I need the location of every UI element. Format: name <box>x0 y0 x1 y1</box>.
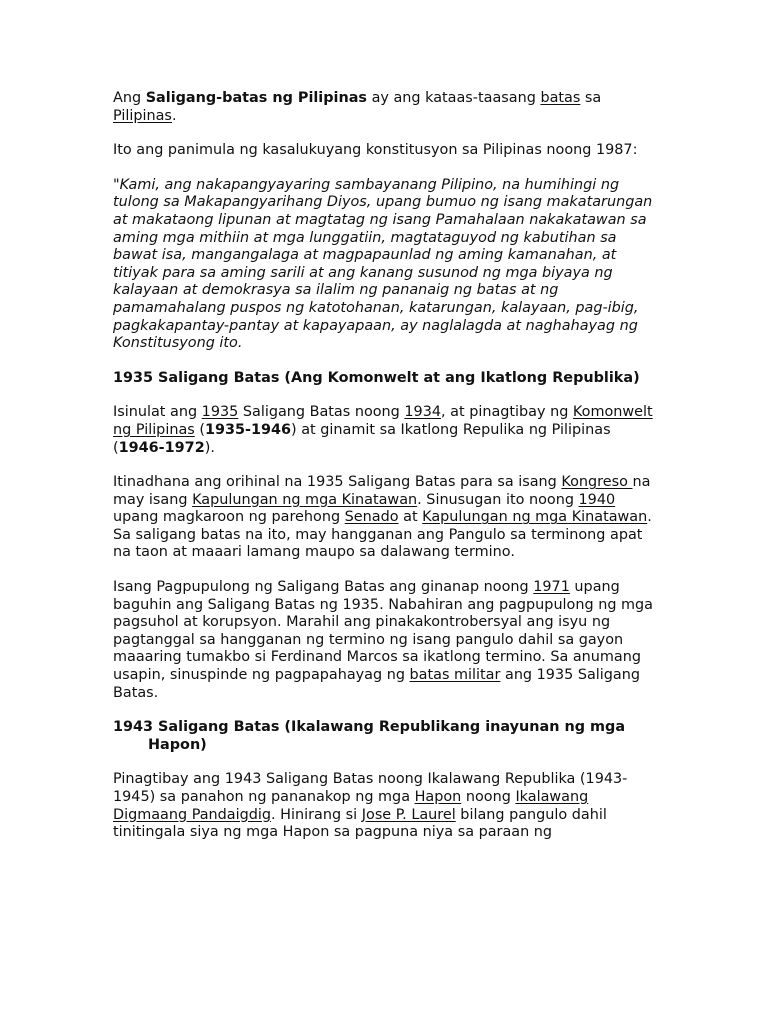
text: , at pinagtibay ng <box>441 404 573 421</box>
link-1940[interactable]: 1940 <box>578 491 616 508</box>
heading-1935: 1935 Saligang Batas (Ang Komonwelt at ang Ikatlong Republika) <box>113 369 640 386</box>
text: Isang Pagpupulong ng Saligang Batas ang ginanap noong <box>113 579 534 596</box>
link-1971[interactable]: 1971 <box>533 579 570 596</box>
text: na may isang <box>113 474 651 508</box>
text: ) at ginamit sa Ikatlong Repulika ng Pilipinas ( <box>113 421 611 456</box>
document-page <box>113 90 661 859</box>
link-1935[interactable]: 1935 <box>201 404 239 421</box>
link-komonwelt[interactable]: Komonwelt ng Pilipinas <box>113 404 653 438</box>
link-pilipinas[interactable]: Pilipinas <box>113 107 172 124</box>
link-batas[interactable]: batas <box>540 90 581 106</box>
text: . Sa saligang batas na ito, may hangganan ang Pangulo sa terminong apat na taon at maaari lamang maupo sa dalawang termino. <box>113 509 652 561</box>
bold-title: Saligang-batas ng Pilipinas <box>145 90 367 106</box>
text: . Sinusugan ito noong <box>417 491 579 508</box>
link-kongreso[interactable]: Kongreso <box>561 474 633 491</box>
link-jose-laurel[interactable]: Jose P. Laurel <box>361 806 456 823</box>
text: at <box>398 509 423 526</box>
paragraph-1935-history <box>113 404 661 457</box>
text: ay ang kataas-taasang <box>367 90 541 106</box>
text: Isinulat ang <box>113 404 202 421</box>
text: ). <box>204 439 215 456</box>
text: upang magkaroon ng parehong <box>113 509 345 526</box>
link-ikalawang-digmaan[interactable]: Ikalawang Digmaang Pandaigdig <box>113 789 589 823</box>
text: sa <box>580 90 602 106</box>
preamble-intro: Ito ang panimula ng kasalukuyang konstitusyon sa Pilipinas noong 1987: <box>113 142 638 159</box>
text: upang baguhin ang Saligang Batas ng 1935. Nabahiran ang pagpupulong ng mga pagsuhol at korupsyon. Marahil ang pinakakontrobersyal ang isyu ng pagtanggal sa hangganan ng termino ng isang pangulo dahil sa gayon maaaring tumakbo si Ferdinand Marcos sa ikatlong termino. Sa anumang usapin, sinuspinde ng pagpapahayag ng <box>113 579 653 684</box>
heading-1943: 1943 Saligang Batas (Ikalawang Republikang inayunan ng mga Hapon) <box>113 719 626 753</box>
text: . <box>171 107 177 124</box>
paragraph-1971-convention <box>113 579 661 702</box>
text: Ang <box>113 90 146 106</box>
intro-paragraph <box>113 90 661 125</box>
text: Saligang Batas noong <box>238 404 405 421</box>
text: ang 1935 Saligang Batas. <box>113 667 640 701</box>
paragraph-1935-kongreso <box>113 474 661 562</box>
preamble-quote: "Kami, ang nakapangyayaring sambayanang Pilipino, na humihingi ng tulong sa Makapangyarihang Diyos, upang bumuo ng isang makatarungan at makataong lipunan at magtatag ng isang Pamahalaan nakakatawan sa aming mga mithiin at mga lunggatiin, magtataguyod ng kabutihan sa bawat isa, mangangalaga at magpapaunlad ng aming kamanahan, at titiyak para sa aming sarili at ang kanang susunod ng mga biyaya ng kalayaan at demokrasya sa ilalim ng pananaig ng batas at ng pamamahalang puspos ng katotohanan, katarungan, kalayaan, pag-ibig, pagkakapantay-pantay at kapayapaan, ay naglalagda at naghahayag ng Konstitusyong ito. <box>113 176 653 352</box>
link-kapulungan[interactable]: Kapulungan ng mga Kinatawan <box>192 491 418 508</box>
text: . Hinirang si <box>271 806 362 823</box>
bold-years: 1946-1972 <box>118 439 205 456</box>
text: ( <box>194 421 205 438</box>
text: Pinagtibay ang 1943 Saligang Batas noong Ikalawang Republika (1943-1945) sa panahon ng pananakop ng mga <box>113 771 628 805</box>
link-batas-militar[interactable]: batas militar <box>409 667 501 684</box>
link-1934[interactable]: 1934 <box>404 404 442 421</box>
paragraph-1943 <box>113 771 661 841</box>
bold-years: 1935-1946 <box>204 421 292 438</box>
text: noong <box>461 789 516 805</box>
text: bilang pangulo dahil tinitingala siya ng mga Hapon sa pagpuna niya sa paraan ng <box>113 806 607 841</box>
text: Itinadhana ang orihinal na 1935 Saligang Batas para sa isang <box>113 474 562 491</box>
link-senado[interactable]: Senado <box>344 509 399 526</box>
link-hapon[interactable]: Hapon <box>414 789 462 805</box>
link-kapulungan-2[interactable]: Kapulungan ng mga Kinatawan <box>422 509 648 526</box>
